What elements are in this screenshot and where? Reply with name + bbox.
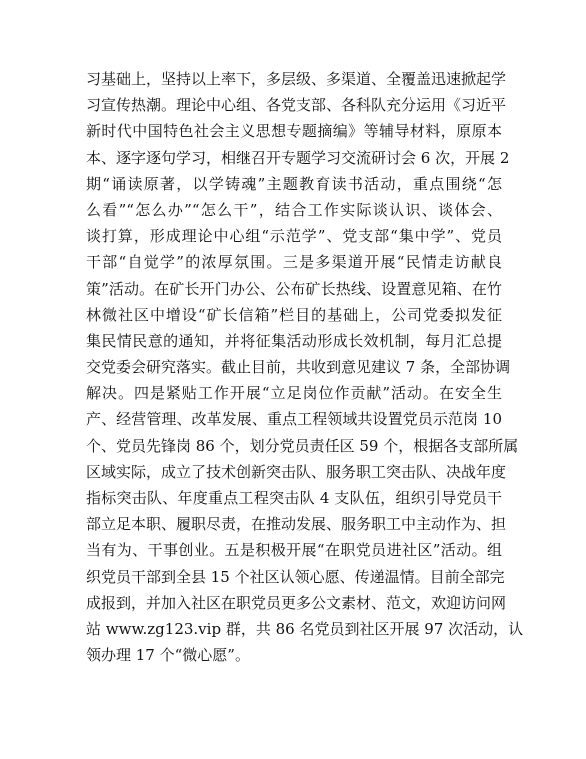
text-line: 个、党员先锋岗 86 个，划分党员责任区 59 个，根据各支部所属 [86,436,519,455]
text-line: 解决。四是紧贴工作开展“立足岗位作贡献”活动。在安全生 [86,384,502,403]
text-line: 林微社区中增设“矿长信箱”栏目的基础上，公司党委拟发征 [86,305,502,324]
text-line: 谈打算，形成理论中心组“示范学”、党支部“集中学”、党员 [86,227,502,246]
text-line: 么看”“怎么办”“怎么干”，结合工作实际谈认识、谈体会、 [86,200,502,219]
text-line: 习基础上，坚持以上率下，多层级、多渠道、全覆盖迅速掀起学 [86,70,507,88]
text-line: 站 www.zg123.vip 群，共 86 名党员到社区开展 97 次活动，认 [86,619,524,638]
text-line: 当有为、干事创业。五是积极开展“在职党员进社区”活动。组 [86,541,502,560]
text-line: 本、逐字逐句学习，相继召开专题学习交流研讨会 6 次，开展 2 [86,148,510,167]
text-line: 期“诵读原著，以学铸魂”主题教育读书活动，重点围绕“怎 [86,174,502,193]
text-line: 区域实际，成立了技术创新突击队、服务职工突击队、决战年度 [86,462,507,481]
text-line: 织党员干部到全县 15 个社区认领心愿、传递温情。目前全部完 [86,567,505,586]
text-line: 集民情民意的通知，并将征集活动形成长效机制，每月汇总提 [86,331,502,350]
text-line: 新时代中国特色社会主义思想专题摘编》等辅导材料，原原本 [86,122,502,141]
text-line: 产、经营管理、改革发展、重点工程领域共设置党员示范岗 10 [86,410,502,429]
text-line-last: 领办理 17 个“微心愿”。 [86,646,250,665]
text-line: 习宣传热潮。理论中心组、各党支部、各科队充分运用《习近平 [86,96,507,115]
text-line: 干部“自觉学”的浓厚氛围。三是多渠道开展“民情走访献良 [86,253,502,272]
text-line: 交党委会研究落实。截止目前，共收到意见建议 7 条，全部协调 [86,358,511,377]
document-body [86,66,524,668]
text-line: 指标突击队、年度重点工程突击队 4 支队伍，组织引导党员干 [86,489,502,507]
text-line: 策”活动。在矿长开门办公、公布矿长热线、设置意见箱、在竹 [86,279,502,298]
text-line: 部立足本职、履职尽责，在推动发展、服务职工中主动作为、担 [86,515,507,534]
text-line: 成报到，并加入社区在职党员更多公文素材、范文，欢迎访问网 [86,593,507,612]
